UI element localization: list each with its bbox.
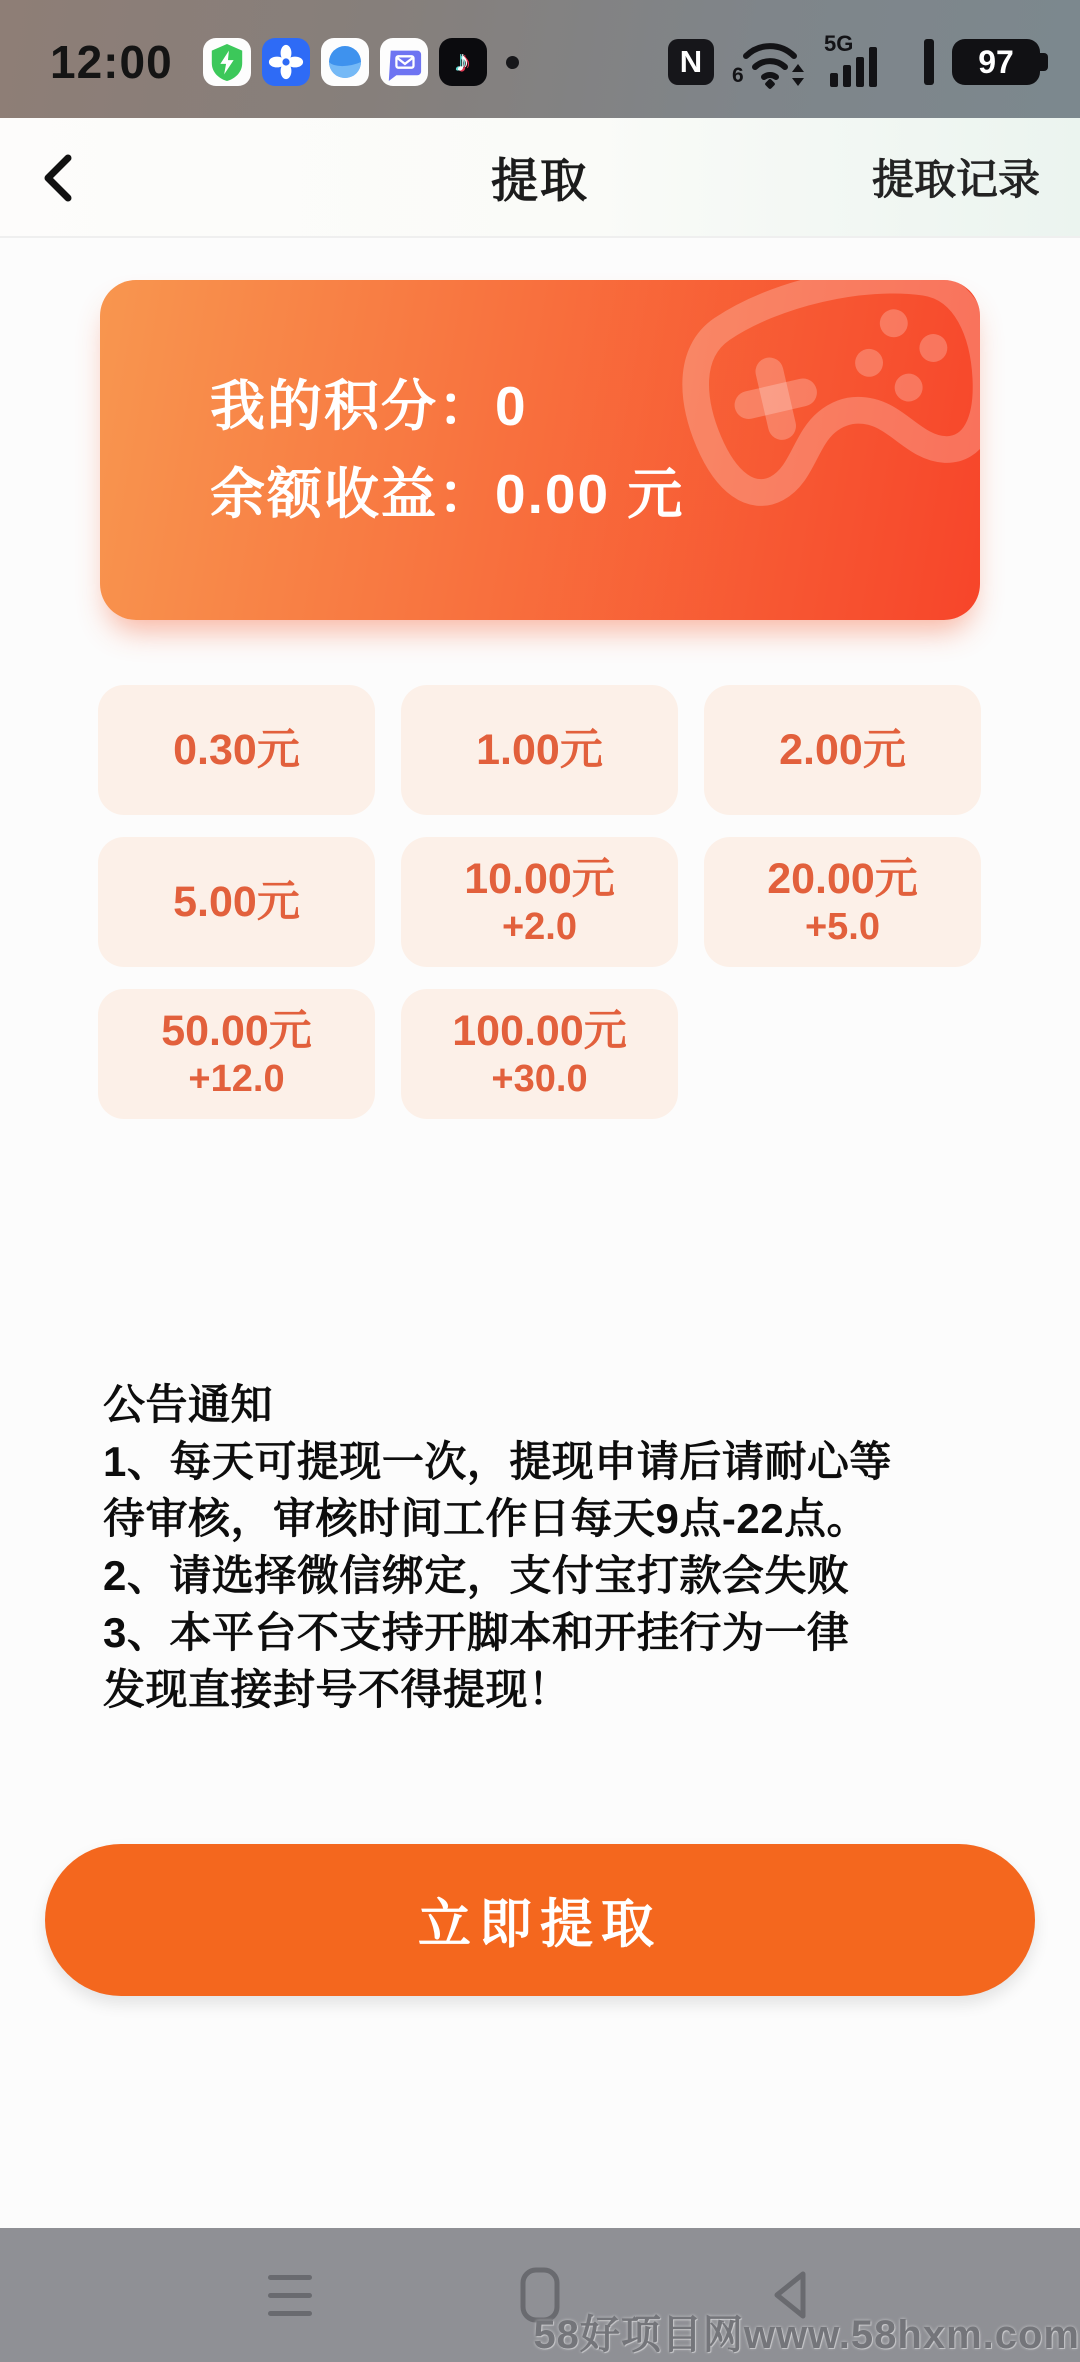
battery-icon: [952, 39, 1040, 85]
nav-bar: [0, 118, 1080, 238]
recent-apps-button[interactable]: [264, 2269, 316, 2321]
amount-option[interactable]: [98, 685, 375, 815]
amount-value: 10.00元: [464, 855, 615, 903]
amount-value: 2.00元: [779, 726, 906, 774]
amount-value: 20.00元: [767, 855, 918, 903]
nfc-icon: N: [668, 39, 714, 85]
notice: [103, 1376, 1033, 1718]
notice-line: 3、本平台不支持开脚本和开挂行为一律: [103, 1609, 850, 1656]
menu-icon: [268, 2275, 312, 2316]
amount-value: 50.00元: [161, 1007, 312, 1055]
withdraw-now-button[interactable]: 立即提取: [45, 1844, 1035, 1996]
amount-option[interactable]: [401, 685, 678, 815]
amount-grid: [98, 685, 982, 1119]
messages-app-icon: [380, 38, 428, 86]
points-line: 我的积分：0: [210, 375, 528, 437]
status-time: 12:00: [50, 36, 173, 88]
notice-line: 2、请选择微信绑定，支付宝打款会失败: [103, 1552, 850, 1599]
pinwheel-app-icon: [262, 38, 310, 86]
amount-option[interactable]: [704, 837, 981, 967]
network-type-label: 5G: [824, 31, 854, 56]
notification-icons: [203, 38, 519, 86]
browser-planet-icon: [321, 38, 369, 86]
amount-bonus: +2.0: [501, 906, 578, 948]
notice-line: 1、每天可提现一次，提现申请后请耐心等: [103, 1438, 892, 1485]
tiktok-app-icon: [439, 38, 487, 86]
amount-option[interactable]: [704, 685, 981, 815]
amount-value: 5.00元: [173, 878, 300, 926]
watermark: 58好项目网www.58hxm.com: [533, 2313, 1080, 2357]
amount-option[interactable]: [98, 989, 375, 1119]
signal-5g-icon: [824, 33, 912, 91]
notice-line: 发现直接封号不得提现！: [103, 1666, 571, 1713]
amount-value: 0.30元: [173, 726, 300, 774]
withdraw-records-link[interactable]: 提取记录: [871, 156, 1040, 203]
status-right-cluster: [668, 33, 1040, 91]
wifi-icon: [732, 34, 806, 90]
page-title: 提取: [491, 153, 589, 207]
security-shield-icon: [203, 38, 251, 86]
amount-value: 1.00元: [476, 726, 603, 774]
points-card: [100, 280, 980, 620]
amount-bonus: +30.0: [491, 1058, 588, 1100]
status-bar: [0, 0, 1080, 118]
sim2-signal-icon: [924, 39, 934, 85]
amount-bonus: +5.0: [804, 906, 881, 948]
wifi6-label: 6: [732, 64, 744, 87]
amount-option[interactable]: [401, 837, 678, 967]
notice-line: 待审核，审核时间工作日每天9点-22点。: [103, 1495, 870, 1542]
notice-title: 公告通知: [103, 1381, 274, 1428]
amount-option[interactable]: [401, 989, 678, 1119]
amount-value: 100.00元: [452, 1007, 627, 1055]
amount-option[interactable]: [98, 837, 375, 967]
balance-line: 余额收益：0.00 元: [210, 463, 685, 525]
amount-bonus: +12.0: [188, 1058, 285, 1100]
battery-percent: 97: [978, 43, 1014, 80]
notification-dot-icon: [506, 56, 519, 69]
tiktok-note-glyph: ♪: [455, 45, 471, 78]
